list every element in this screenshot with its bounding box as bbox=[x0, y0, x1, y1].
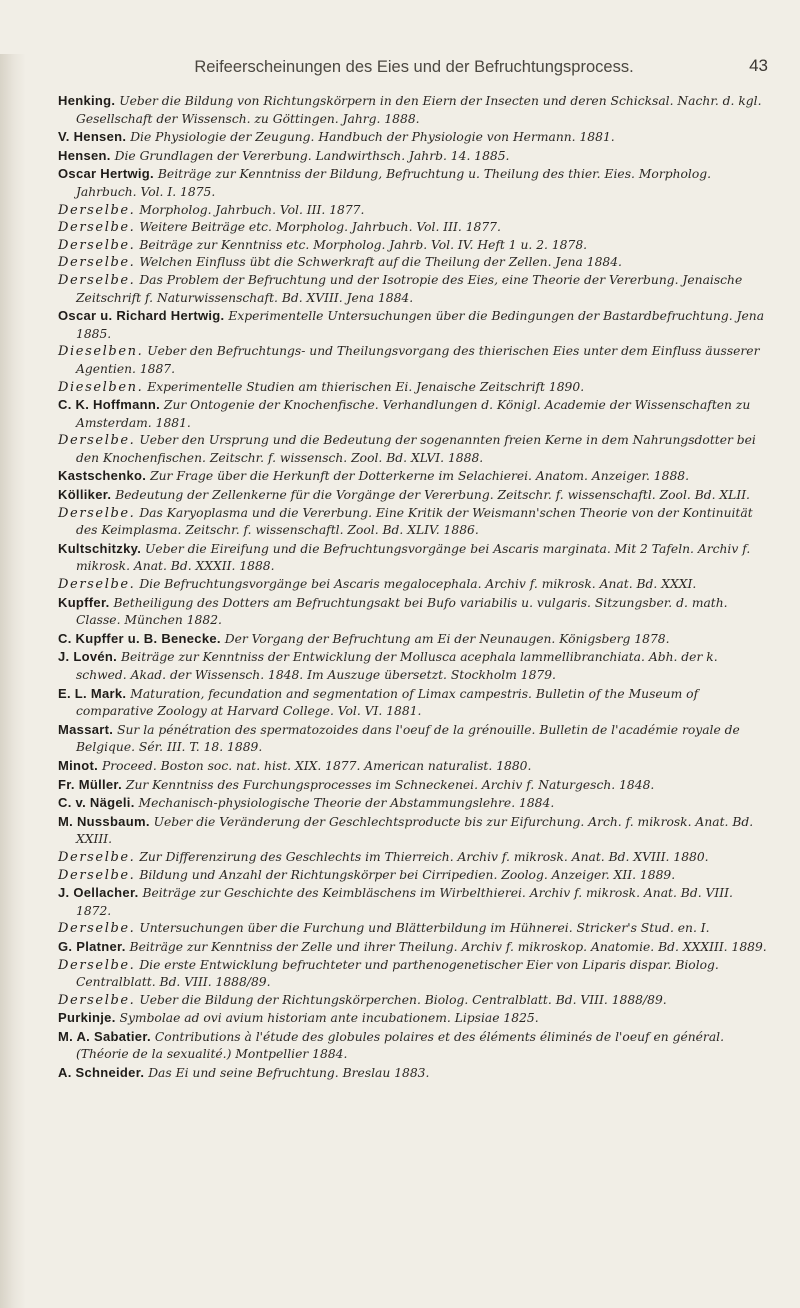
page-gutter-shadow bbox=[0, 54, 26, 1308]
reference-author: Kastschenko. bbox=[58, 468, 147, 484]
reference-author: J. Lovén. bbox=[58, 649, 118, 665]
reference-author: Derselbe. bbox=[58, 255, 136, 271]
reference-list bbox=[58, 92, 770, 1083]
reference-entry bbox=[58, 1064, 770, 1083]
reference-text: Zur Differenzirung des Geschlechts im Thierreich. Archiv f. mikrosk. Anat. Bd. XVIII. 1880. bbox=[139, 849, 709, 864]
reference-text: Contributions à l'étude des globules polaires et des éléments éliminés de l'oeuf en général. (Théorie de la sexualité.) Montpellier 1884. bbox=[76, 1029, 724, 1062]
reference-text: Ueber den Befruchtungs- und Theilungsvorgang des thierischen Eies unter dem Einfluss äusserer Agentien. 1887. bbox=[76, 344, 760, 376]
reference-entry bbox=[58, 992, 770, 1010]
reference-entry bbox=[58, 237, 770, 255]
reference-text: Ueber den Ursprung und die Bedeutung der sogenannten freien Kerne in dem Nahrungsdotter bei den Knochenfischen. Zeitschr. f. wissensch. Zool. Bd. XLVI. 1888. bbox=[76, 433, 756, 465]
reference-author: M. Nussbaum. bbox=[58, 813, 150, 829]
reference-entry bbox=[58, 540, 770, 576]
reference-text: Die Befruchtungsvorgänge bei Ascaris megalocephala. Archiv f. mikrosk. Anat. Bd. XXXI. bbox=[139, 577, 697, 592]
reference-entry bbox=[58, 128, 770, 147]
reference-author: Derselbe. bbox=[58, 433, 136, 449]
reference-entry bbox=[58, 467, 770, 486]
reference-entry bbox=[58, 165, 770, 201]
reference-text: Zur Frage über die Herkunft der Dotterkerne im Selachierei. Anatom. Anzeiger. 1888. bbox=[150, 469, 690, 484]
reference-text: Beiträge zur Kenntniss der Bildung, Befruchtung u. Theilung des thier. Eies. Morpholog. Jahrbuch. Vol. I. 1875. bbox=[76, 167, 712, 199]
reference-author: Dieselben. bbox=[58, 344, 144, 360]
reference-text: Das Ei und seine Befruchtung. Breslau 1883. bbox=[148, 1066, 430, 1081]
reference-entry bbox=[58, 813, 770, 849]
reference-author: E. L. Mark. bbox=[58, 685, 127, 701]
reference-author: M. A. Sabatier. bbox=[58, 1028, 151, 1044]
reference-text: Sur la pénétration des spermatozoides dans l'oeuf de la grénouille. Bulletin de l'académie royale de Belgique. Sér. III. T. 18. 1889. bbox=[76, 722, 740, 755]
reference-text: Zur Ontogenie der Knochenfische. Verhandlungen d. Königl. Academie der Wissenschaften zu Amsterdam. 1881. bbox=[76, 398, 751, 430]
reference-entry bbox=[58, 147, 770, 166]
reference-author: C. Kupffer u. B. Benecke. bbox=[58, 630, 221, 646]
book-page bbox=[0, 54, 800, 1308]
reference-author: C. K. Hoffmann. bbox=[58, 397, 160, 413]
reference-entry bbox=[58, 721, 770, 757]
reference-author: J. Oellacher. bbox=[58, 885, 139, 901]
reference-entry bbox=[58, 202, 770, 220]
reference-entry bbox=[58, 884, 770, 920]
reference-text: Bedeutung der Zellenkerne für die Vorgänge der Vererbung. Zeitschr. f. wissenschaftl. Zool. Bd. XLII. bbox=[115, 488, 750, 503]
reference-text: Ueber die Bildung von Richtungskörpern in den Eiern der Insecten und deren Schicksal. Nachr. d. kgl. Gesellschaft der Wissensch. zu Göttingen. Jahrg. 1888. bbox=[76, 94, 762, 126]
reference-entry bbox=[58, 849, 770, 867]
reference-text: Welchen Einfluss übt die Schwerkraft auf die Theilung der Zellen. Jena 1884. bbox=[139, 255, 622, 270]
reference-text: Beiträge zur Kenntniss der Zelle und ihrer Theilung. Archiv f. mikroskop. Anatomie. Bd. XXXIII. 1889. bbox=[129, 939, 767, 954]
reference-text: Ueber die Veränderung der Geschlechtsproducte bis zur Eifurchung. Arch. f. mikrosk. Anat. Bd. XXIII. bbox=[76, 814, 754, 847]
reference-author: Kupffer. bbox=[58, 594, 110, 610]
reference-entry bbox=[58, 272, 770, 307]
reference-entry bbox=[58, 776, 770, 795]
reference-entry bbox=[58, 396, 770, 432]
reference-entry bbox=[58, 343, 770, 378]
reference-author: Hensen. bbox=[58, 147, 111, 163]
reference-author: Dieselben. bbox=[58, 379, 144, 395]
reference-entry bbox=[58, 486, 770, 505]
reference-text: Das Karyoplasma und die Vererbung. Eine Kritik der Weismann'schen Theorie von der Kontinuität des Keimplasma. Zeitschr. f. wissenschaftl. Zool. Bd. XLIV. 1886. bbox=[76, 505, 753, 538]
reference-entry bbox=[58, 219, 770, 237]
reference-text: Der Vorgang der Befruchtung am Ei der Neunaugen. Königsberg 1878. bbox=[224, 631, 670, 646]
reference-author: Oscar u. Richard Hertwig. bbox=[58, 308, 225, 324]
reference-text: Mechanisch-physiologische Theorie der Abstammungslehre. 1884. bbox=[138, 796, 555, 811]
page-header bbox=[58, 54, 770, 80]
reference-entry bbox=[58, 630, 770, 649]
reference-entry bbox=[58, 92, 770, 128]
reference-entry bbox=[58, 307, 770, 343]
reference-text: Bildung und Anzahl der Richtungskörper bei Cirripedien. Zoolog. Anzeiger. XII. 1889. bbox=[139, 867, 676, 882]
reference-text: Das Problem der Befruchtung und der Isotropie des Eies, eine Theorie der Vererbung. Jenaische Zeitschrift f. Naturwissenschaft. Bd. XVIII. Jena 1884. bbox=[76, 272, 743, 305]
reference-author: Derselbe. bbox=[58, 272, 136, 288]
reference-text: Beiträge zur Kenntniss der Entwicklung der Mollusca acephala lammellibranchiata. Abh. der k. schwed. Akad. der Wissensch. 1848. Im Auszuge übersetzt. Stockholm 1879. bbox=[76, 650, 718, 682]
reference-entry bbox=[58, 794, 770, 813]
reference-author: Derselbe. bbox=[58, 220, 136, 236]
reference-author: V. Hensen. bbox=[58, 129, 127, 145]
reference-text: Betheiligung des Dotters am Befruchtungsakt bei Bufo variabilis u. vulgaris. Sitzungsber. d. math. Classe. München 1882. bbox=[76, 595, 728, 628]
reference-text: Weitere Beiträge etc. Morpholog. Jahrbuch. Vol. III. 1877. bbox=[139, 220, 501, 235]
reference-text: Proceed. Boston soc. nat. hist. XIX. 1877. American naturalist. 1880. bbox=[102, 758, 532, 773]
reference-text: Experimentelle Studien am thierischen Ei. Jenaische Zeitschrift 1890. bbox=[147, 379, 585, 394]
reference-author: C. v. Nägeli. bbox=[58, 795, 135, 811]
reference-author: Purkinje. bbox=[58, 1010, 116, 1026]
reference-text: Maturation, fecundation and segmentation of Limax campestris. Bulletin of the Museum of comparative Zoology at Harvard College. Vol. VI. 1881. bbox=[76, 686, 699, 719]
reference-author: Derselbe. bbox=[58, 957, 136, 973]
reference-author: Fr. Müller. bbox=[58, 776, 122, 792]
reference-entry bbox=[58, 432, 770, 467]
reference-entry bbox=[58, 505, 770, 540]
reference-author: Kultschitzky. bbox=[58, 540, 142, 556]
reference-author: Derselbe. bbox=[58, 577, 136, 593]
reference-author: Derselbe. bbox=[58, 921, 136, 937]
reference-entry bbox=[58, 254, 770, 272]
reference-text: Beiträge zur Geschichte des Keimbläschens im Wirbelthierei. Archiv f. mikrosk. Anat. Bd. VIII. 1872. bbox=[76, 886, 733, 918]
reference-entry bbox=[58, 938, 770, 957]
reference-entry bbox=[58, 957, 770, 992]
reference-author: A. Schneider. bbox=[58, 1065, 145, 1081]
page-number: 43 bbox=[749, 56, 768, 75]
reference-entry bbox=[58, 867, 770, 885]
reference-entry bbox=[58, 1028, 770, 1064]
reference-entry bbox=[58, 1009, 770, 1028]
reference-author: Derselbe. bbox=[58, 992, 136, 1008]
reference-entry bbox=[58, 594, 770, 630]
reference-entry bbox=[58, 648, 770, 684]
reference-entry bbox=[58, 379, 770, 397]
reference-text: Die Grundlagen der Vererbung. Landwirthsch. Jahrb. 14. 1885. bbox=[114, 148, 510, 163]
reference-author: G. Platner. bbox=[58, 938, 126, 954]
reference-text: Zur Kenntniss des Furchungsprocesses im Schneckenei. Archiv f. Naturgesch. 1848. bbox=[125, 777, 655, 792]
reference-text: Beiträge zur Kenntniss etc. Morpholog. Jahrb. Vol. IV. Heft 1 u. 2. 1878. bbox=[139, 237, 588, 252]
reference-text: Die Physiologie der Zeugung. Handbuch der Physiologie von Hermann. 1881. bbox=[130, 130, 615, 145]
reference-author: Derselbe. bbox=[58, 849, 136, 865]
reference-author: Derselbe. bbox=[58, 505, 136, 521]
reference-author: Kölliker. bbox=[58, 487, 112, 503]
reference-text: Symbolae ad ovi avium historiam ante incubationem. Lipsiae 1825. bbox=[119, 1011, 539, 1026]
reference-entry bbox=[58, 685, 770, 721]
reference-text: Ueber die Bildung der Richtungskörperchen. Biolog. Centralblatt. Bd. VIII. 1888/89. bbox=[139, 992, 667, 1007]
reference-author: Oscar Hertwig. bbox=[58, 166, 154, 182]
reference-entry bbox=[58, 757, 770, 776]
reference-entry bbox=[58, 576, 770, 594]
reference-author: Henking. bbox=[58, 93, 116, 108]
reference-author: Massart. bbox=[58, 721, 114, 737]
reference-author: Derselbe. bbox=[58, 202, 136, 218]
reference-text: Ueber die Eireifung und die Befruchtungsvorgänge bei Ascaris marginata. Mit 2 Tafeln. Archiv f. mikrosk. Anat. Bd. XXXII. 1888. bbox=[76, 541, 751, 574]
reference-text: Die erste Entwicklung befruchteter und parthenogenetischer Eier von Liparis dispar. Biolog. Centralblatt. Bd. VIII. 1888/89. bbox=[76, 957, 719, 990]
reference-author: Derselbe. bbox=[58, 867, 136, 883]
running-title: Reifeerscheinungen des Eies und der Befruchtungsprocess. bbox=[194, 58, 634, 76]
reference-text: Untersuchungen über die Furchung und Blätterbildung im Hühnerei. Stricker's Stud. en. I. bbox=[139, 921, 710, 936]
reference-text: Morpholog. Jahrbuch. Vol. III. 1877. bbox=[139, 202, 365, 217]
reference-entry bbox=[58, 920, 770, 938]
reference-text: Experimentelle Untersuchungen über die Bedingungen der Bastardbefruchtung. Jena 1885. bbox=[76, 309, 765, 341]
reference-author: Derselbe. bbox=[58, 237, 136, 253]
reference-author: Minot. bbox=[58, 757, 99, 773]
